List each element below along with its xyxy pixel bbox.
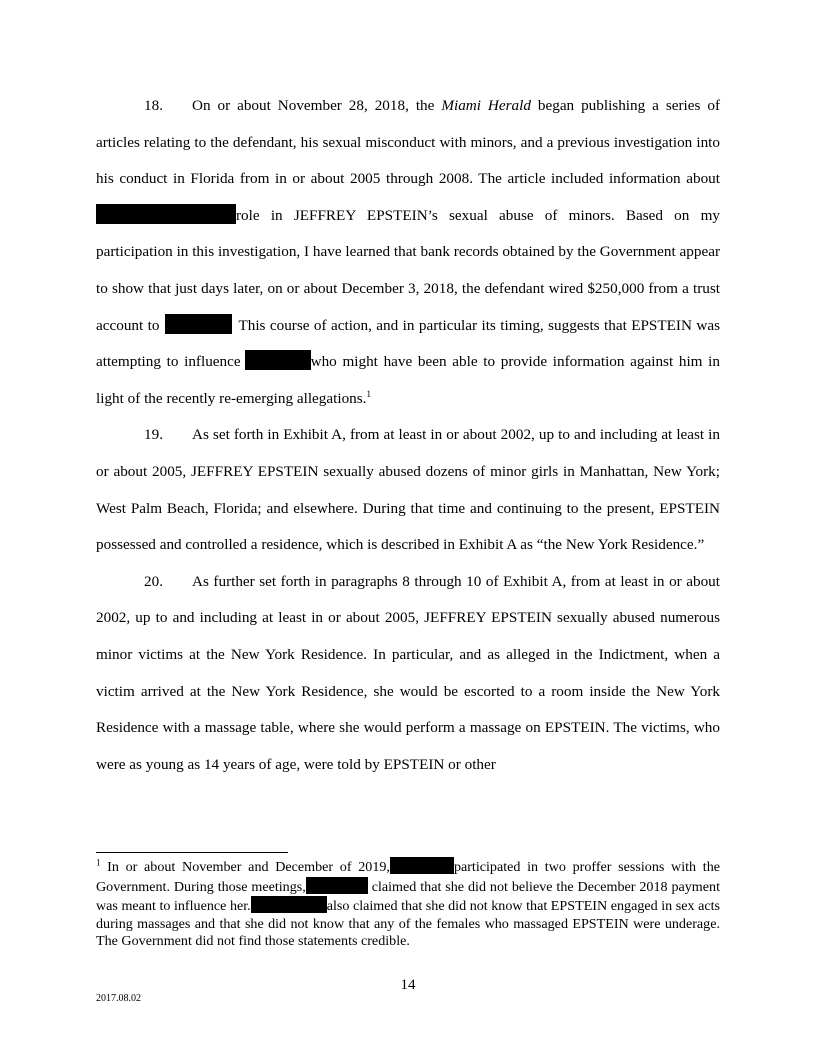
redaction-box [306, 877, 368, 894]
redaction-box [245, 350, 311, 370]
body-text [96, 88, 720, 783]
footnote [96, 857, 720, 951]
footnote-divider [96, 852, 288, 853]
paragraph-text: role in JEFFREY EPSTEIN’s sexual abuse of minors. Based on my participation in this investigation, I have learned that bank records obtained by the Government appear to show that just days later, on or about December 3, 2018, the defendant wired $250,000 from a trust account to [96, 206, 720, 334]
paragraph-text: who might have been able to provide information against him in light of the recently re-emerging allegations. [96, 353, 720, 407]
paragraph-text: On or about November 28, 2018, the [192, 97, 442, 114]
paragraph-text: As set forth in Exhibit A, from at least in or about 2002, up to and including at least in or about 2005, JEFFREY EPSTEIN sexually abused dozens of minor girls in Manhattan, New York; West Palm Beach, Florida; and elsewhere. During that time and continuing to the present, EPSTEIN possessed and controlled a residence, which is described in Exhibit A as “the New York Residence.” [96, 426, 720, 554]
footnote-text: claimed that she did not believe the December 2018 payment was meant to influence her. [96, 878, 720, 914]
paragraph-text: This course of action, and in particular its timing, suggests that EPSTEIN was attempting to influence [96, 316, 720, 371]
paragraph-text: began publishing a series of articles relating to the defendant, his sexual misconduct with minors, and a previous investigation into his conduct in Florida from in or about 2005 through 2008. The article included information about [96, 97, 720, 188]
paragraph-20 [96, 564, 720, 784]
paragraph-19 [96, 417, 720, 563]
paragraph-number: 19. [144, 426, 163, 444]
publication-title: Miami Herald [441, 97, 531, 114]
footnote-marker: 1 [96, 857, 101, 868]
redaction-box [96, 204, 236, 224]
paragraph-text: As further set forth in paragraphs 8 through 10 of Exhibit A, from at least in or about 2002, up to and including at least in or about 2005, JEFFREY EPSTEIN sexually abused numerous minor victims at the New York Residence. In particular, and as alleged in the Indictment, when a victim arrived at the New York Residence, she would be escorted to a room inside the New York Residence with a massage table, where she would perform a massage on EPSTEIN. The victims, who were as young as 14 years of age, were told by EPSTEIN or other [96, 572, 720, 773]
paragraph-number: 20. [144, 572, 163, 590]
redaction-box [390, 857, 454, 874]
redaction-box [251, 896, 327, 913]
paragraph-number: 18. [144, 97, 163, 114]
redaction-box [165, 314, 232, 334]
footnote-text: participated in two proffer sessions with the Government. During those meetings, [96, 859, 720, 895]
footnote-reference: 1 [366, 388, 371, 399]
footnote-text: In or about November and December of 2019, [100, 859, 390, 875]
document-version-code: 2017.08.02 [96, 993, 141, 1004]
page-number: 14 [400, 977, 416, 993]
footnote-text: also claimed that she did not know that EPSTEIN engaged in sex acts during massages and that she did not know that any of the females who massaged EPSTEIN were underage. The Government did not find those statements credible. [96, 898, 720, 949]
paragraph-18 [96, 88, 720, 417]
